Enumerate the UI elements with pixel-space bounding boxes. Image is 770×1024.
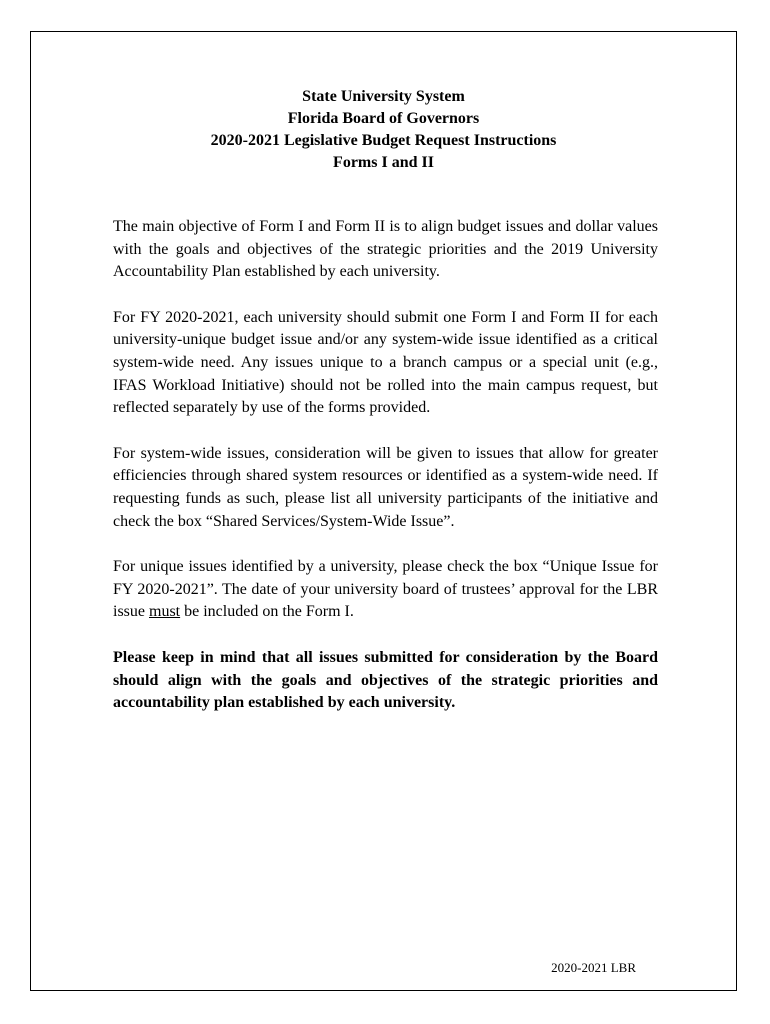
paragraph-system-wide: For system-wide issues, consideration will be given to issues that allow for greater efficiencies through shared system resources or identified as a system-wide need. If requesting funds as such, please list all university participants of the initiative and check the box “Shared Services/System-Wide Issue”. xyxy=(113,444,658,530)
paragraph-reminder: Please keep in mind that all issues submitted for consideration by the Board should align with the goals and objectives of the strategic priorities and accountability plan established by each university. xyxy=(113,648,658,712)
emphasis-must: must xyxy=(149,603,181,621)
header-line-title: 2020-2021 Legislative Budget Request Instructions xyxy=(210,132,557,149)
paragraph-unique-issues-end: be included on the Form I. xyxy=(180,603,354,621)
document-header xyxy=(31,86,736,174)
footer-label: 2020-2021 LBR xyxy=(551,960,636,975)
paragraph-unique-issues xyxy=(113,556,658,624)
paragraph-unique-issues-start: For unique issues identified by a university, please check the box “Unique Issue for FY 2020-2021”. The date of your university board of trustees’ approval for the LBR issue xyxy=(113,558,658,621)
paragraph-submission: For FY 2020-2021, each university should submit one Form I and Form II for each university-unique budget issue and/or any system-wide issue identified as a critical system-wide need. Any issues unique to a branch campus or a special unit (e.g., IFAS Workload Initiative) should not be rolled into the main campus request, but reflected separately by use of the forms provided. xyxy=(113,308,658,417)
document-body xyxy=(113,216,658,738)
header-line-system: State University System xyxy=(302,88,465,105)
header-line-board: Florida Board of Governors xyxy=(287,110,480,127)
header-line-forms: Forms I and II xyxy=(333,154,434,171)
page-frame xyxy=(30,31,737,991)
paragraph-objective: The main objective of Form I and Form II is to align budget issues and dollar values with the goals and objectives of the strategic priorities and the 2019 University Accountability Plan established by each university. xyxy=(113,218,658,281)
